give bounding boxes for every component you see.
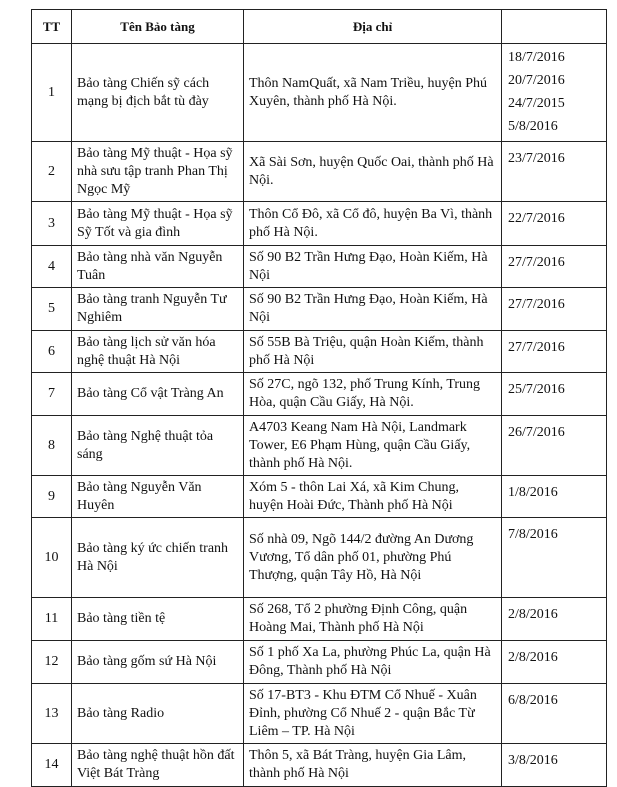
table-row	[32, 641, 607, 684]
date-value: 20/7/2016	[508, 73, 565, 88]
museum-name: Bảo tàng Cổ vật Tràng An	[72, 373, 244, 416]
row-number: 2	[32, 142, 72, 202]
row-number: 3	[32, 202, 72, 246]
museum-address: Xã Sài Sơn, huyện Quốc Oai, thành phố Hà Nội.	[244, 142, 502, 202]
table-row	[32, 684, 607, 744]
museum-name: Bảo tàng nghệ thuật hồn đất Việt Bát Tràng	[72, 744, 244, 787]
museum-address: Số 268, Tổ 2 phường Định Công, quận Hoàng Mai, Thành phố Hà Nội	[244, 598, 502, 641]
date-value: 27/7/2016	[508, 255, 565, 270]
table-row	[32, 476, 607, 518]
date-cell	[502, 44, 607, 142]
date-value: 2/8/2016	[508, 607, 558, 622]
date-cell	[502, 518, 607, 598]
museum-address: Thôn Cổ Đô, xã Cổ đô, huyện Ba Vì, thành phố Hà Nội.	[244, 202, 502, 246]
date-value: 5/8/2016	[508, 119, 558, 134]
header-dates	[502, 10, 607, 44]
row-number: 1	[32, 44, 72, 142]
date-value: 7/8/2016	[508, 527, 558, 542]
date-cell	[502, 476, 607, 518]
table-row	[32, 518, 607, 598]
museum-address: Thôn NamQuất, xã Nam Triều, huyện Phú Xuyên, thành phố Hà Nội.	[244, 44, 502, 142]
date-value: 18/7/2016	[508, 50, 565, 65]
museum-address: A4703 Keang Nam Hà Nội, Landmark Tower, E6 Phạm Hùng, quận Cầu Giấy, thành phố Hà Nội.	[244, 416, 502, 476]
row-number: 10	[32, 518, 72, 598]
date-value: 22/7/2016	[508, 211, 565, 226]
table-body	[32, 44, 607, 787]
header-museum-name: Tên Bảo tàng	[72, 10, 244, 44]
museum-name: Bảo tàng Mỹ thuật - Họa sỹ Sỹ Tốt và gia đình	[72, 202, 244, 246]
museum-name: Bảo tàng Chiến sỹ cách mạng bị địch bắt tù đày	[72, 44, 244, 142]
row-number: 14	[32, 744, 72, 787]
museum-name: Bảo tàng gốm sứ Hà Nội	[72, 641, 244, 684]
row-number: 12	[32, 641, 72, 684]
table-row	[32, 744, 607, 787]
date-value: 24/7/2015	[508, 96, 565, 111]
row-number: 5	[32, 288, 72, 331]
header-tt: TT	[32, 10, 72, 44]
museum-name: Bảo tàng Radio	[72, 684, 244, 744]
header-row	[32, 10, 607, 44]
date-cell	[502, 416, 607, 476]
date-cell	[502, 373, 607, 416]
row-number: 6	[32, 331, 72, 373]
museum-address: Số 90 B2 Trần Hưng Đạo, Hoàn Kiếm, Hà Nội	[244, 288, 502, 331]
museum-address: Số 55B Bà Triệu, quận Hoàn Kiếm, thành phố Hà Nội	[244, 331, 502, 373]
row-number: 13	[32, 684, 72, 744]
museum-address: Thôn 5, xã Bát Tràng, huyện Gia Lâm, thành phố Hà Nội	[244, 744, 502, 787]
table-row	[32, 416, 607, 476]
row-number: 11	[32, 598, 72, 641]
row-number: 8	[32, 416, 72, 476]
row-number: 7	[32, 373, 72, 416]
date-value: 27/7/2016	[508, 340, 565, 355]
document-page	[31, 9, 606, 787]
date-cell	[502, 744, 607, 787]
date-cell	[502, 202, 607, 246]
header-address: Địa chỉ	[244, 10, 502, 44]
museum-name: Bảo tàng ký ức chiến tranh Hà Nội	[72, 518, 244, 598]
museum-address: Số 17-BT3 - Khu ĐTM Cổ Nhuế - Xuân Đỉnh, phường Cổ Nhuế 2 - quận Bắc Từ Liêm – TP. Hà Nội	[244, 684, 502, 744]
museum-address: Số nhà 09, Ngõ 144/2 đường An Dương Vương, Tổ dân phố 01, phường Phú Thượng, quận Tây Hồ, Hà Nội	[244, 518, 502, 598]
date-cell	[502, 331, 607, 373]
date-value: 2/8/2016	[508, 650, 558, 665]
date-value: 26/7/2016	[508, 425, 565, 440]
museum-name: Bảo tàng tranh Nguyễn Tư Nghiêm	[72, 288, 244, 331]
date-value: 27/7/2016	[508, 297, 565, 312]
museum-address: Số 27C, ngõ 132, phố Trung Kính, Trung Hòa, quận Cầu Giấy, Hà Nội.	[244, 373, 502, 416]
date-cell	[502, 288, 607, 331]
date-value: 1/8/2016	[508, 485, 558, 500]
table-row	[32, 598, 607, 641]
table-row	[32, 288, 607, 331]
museum-address: Xóm 5 - thôn Lai Xá, xã Kim Chung, huyện Hoài Đức, Thành phố Hà Nội	[244, 476, 502, 518]
table-row	[32, 331, 607, 373]
date-value: 25/7/2016	[508, 382, 565, 397]
date-value: 6/8/2016	[508, 693, 558, 708]
table-row	[32, 142, 607, 202]
date-cell	[502, 598, 607, 641]
date-cell	[502, 246, 607, 288]
table-row	[32, 44, 607, 142]
table-row	[32, 246, 607, 288]
museum-name: Bảo tàng lịch sử văn hóa nghệ thuật Hà Nội	[72, 331, 244, 373]
museum-address: Số 1 phố Xa La, phường Phúc La, quận Hà Đông, Thành phố Hà Nội	[244, 641, 502, 684]
date-cell	[502, 142, 607, 202]
museum-name: Bảo tàng nhà văn Nguyễn Tuân	[72, 246, 244, 288]
museum-name: Bảo tàng Nguyễn Văn Huyên	[72, 476, 244, 518]
museum-name: Bảo tàng tiền tệ	[72, 598, 244, 641]
row-number: 4	[32, 246, 72, 288]
date-value: 23/7/2016	[508, 151, 565, 166]
table-row	[32, 202, 607, 246]
museum-name: Bảo tàng Nghệ thuật tỏa sáng	[72, 416, 244, 476]
date-value: 3/8/2016	[508, 753, 558, 768]
table-row	[32, 373, 607, 416]
date-cell	[502, 684, 607, 744]
museum-table	[31, 9, 607, 787]
museum-address: Số 90 B2 Trần Hưng Đạo, Hoàn Kiếm, Hà Nội	[244, 246, 502, 288]
row-number: 9	[32, 476, 72, 518]
date-cell	[502, 641, 607, 684]
museum-name: Bảo tàng Mỹ thuật - Họa sỹ nhà sưu tập tranh Phan Thị Ngọc Mỹ	[72, 142, 244, 202]
